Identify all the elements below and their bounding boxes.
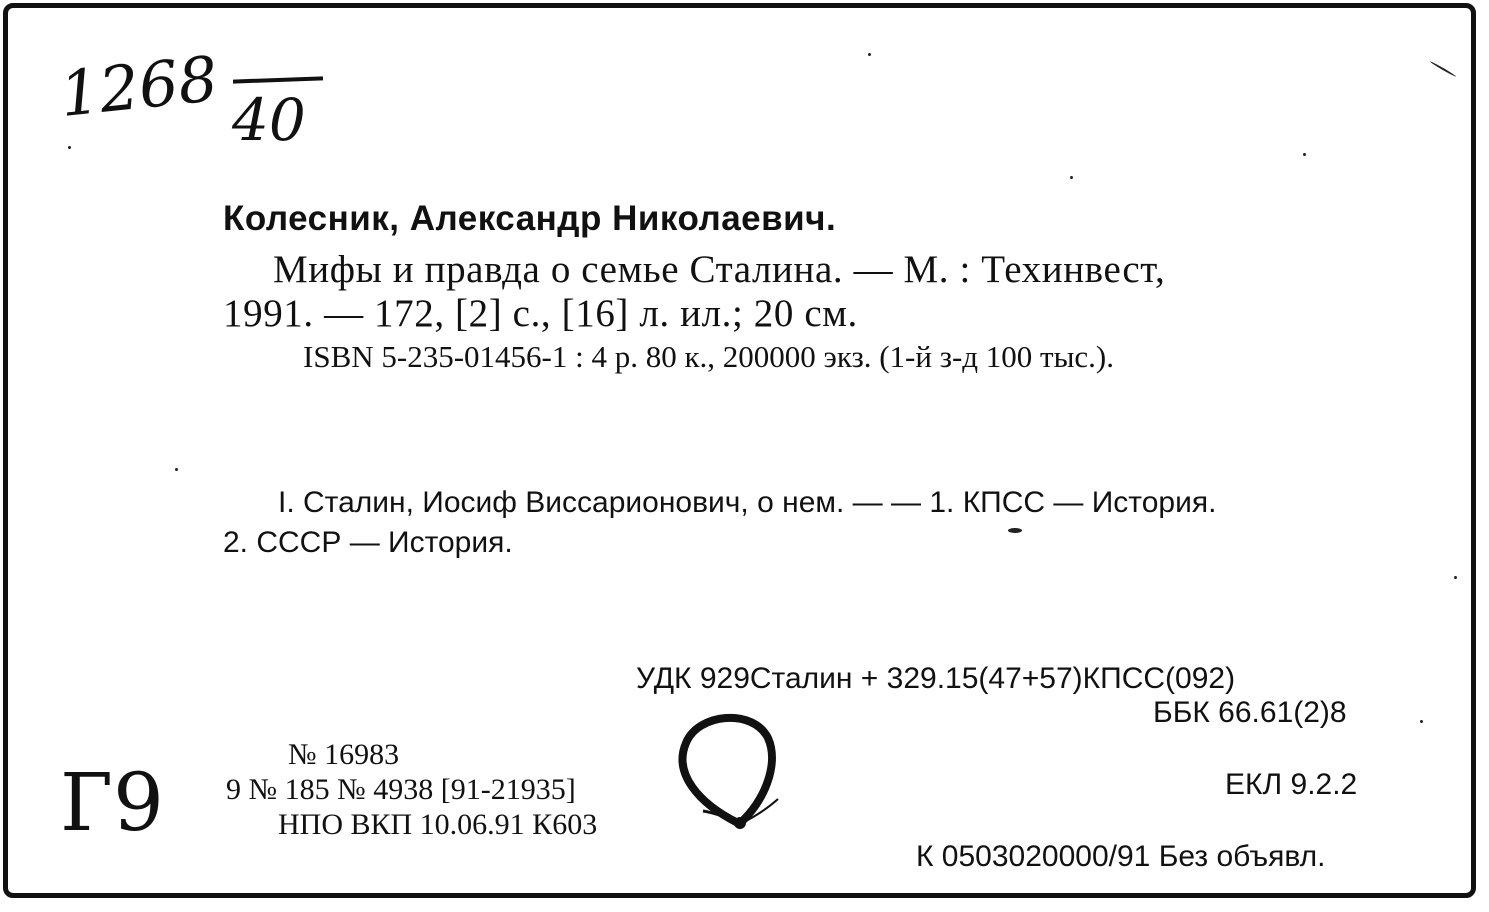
- isbn-line: ISBN 5-235-01456-1 : 4 р. 80 к., 200000 экз. (1-й з-д 100 тыс.).: [303, 339, 1115, 374]
- handwritten-margin-code: Г9: [60, 756, 164, 849]
- subject-line-1: I. Сталин, Иосиф Виссарионович, о нем. — — 1. КПСС — История.: [278, 486, 1217, 519]
- subject-line-2: 2. СССР — История.: [223, 526, 513, 559]
- hand-drawn-loop: [668, 703, 798, 838]
- scan-speck: [68, 146, 71, 149]
- print-line-2: 9 № 185 № 4938 [91-21935]: [226, 773, 576, 806]
- scan-speck: [1008, 528, 1022, 533]
- handwritten-fraction-bar: [233, 76, 323, 83]
- handwritten-number: 1268: [56, 41, 222, 132]
- author-heading: Колесник, Александр Николаевич.: [223, 199, 837, 238]
- imprint-line: 1991. — 172, [2] с., [16] л. ил.; 20 см.: [223, 292, 858, 335]
- udk-code: УДК 929Сталин + 329.15(47+57)КПСС(092): [636, 662, 1236, 695]
- bbk-code: ББК 66.61(2)8: [1153, 696, 1347, 729]
- print-line-3: НПО ВКП 10.06.91 К603: [278, 808, 598, 841]
- scan-speck: [1420, 720, 1423, 723]
- scan-speck: [1454, 576, 1457, 579]
- scan-speck: [1070, 176, 1073, 179]
- scan-speck: [175, 468, 178, 471]
- ekl-code: ЕКЛ 9.2.2: [1225, 768, 1358, 801]
- print-number: № 16983: [288, 738, 400, 771]
- bottom-right-code: К 0503020000/91 Без объявл.: [916, 840, 1326, 873]
- handwritten-fraction: 40: [232, 86, 306, 154]
- title-line: Мифы и правда о семье Сталина. — М. : Техинвест,: [273, 248, 1166, 291]
- catalog-card: [3, 3, 1476, 898]
- scan-speck: [1430, 61, 1457, 78]
- scan-speck: [1303, 153, 1306, 156]
- scan-speck: [868, 53, 871, 56]
